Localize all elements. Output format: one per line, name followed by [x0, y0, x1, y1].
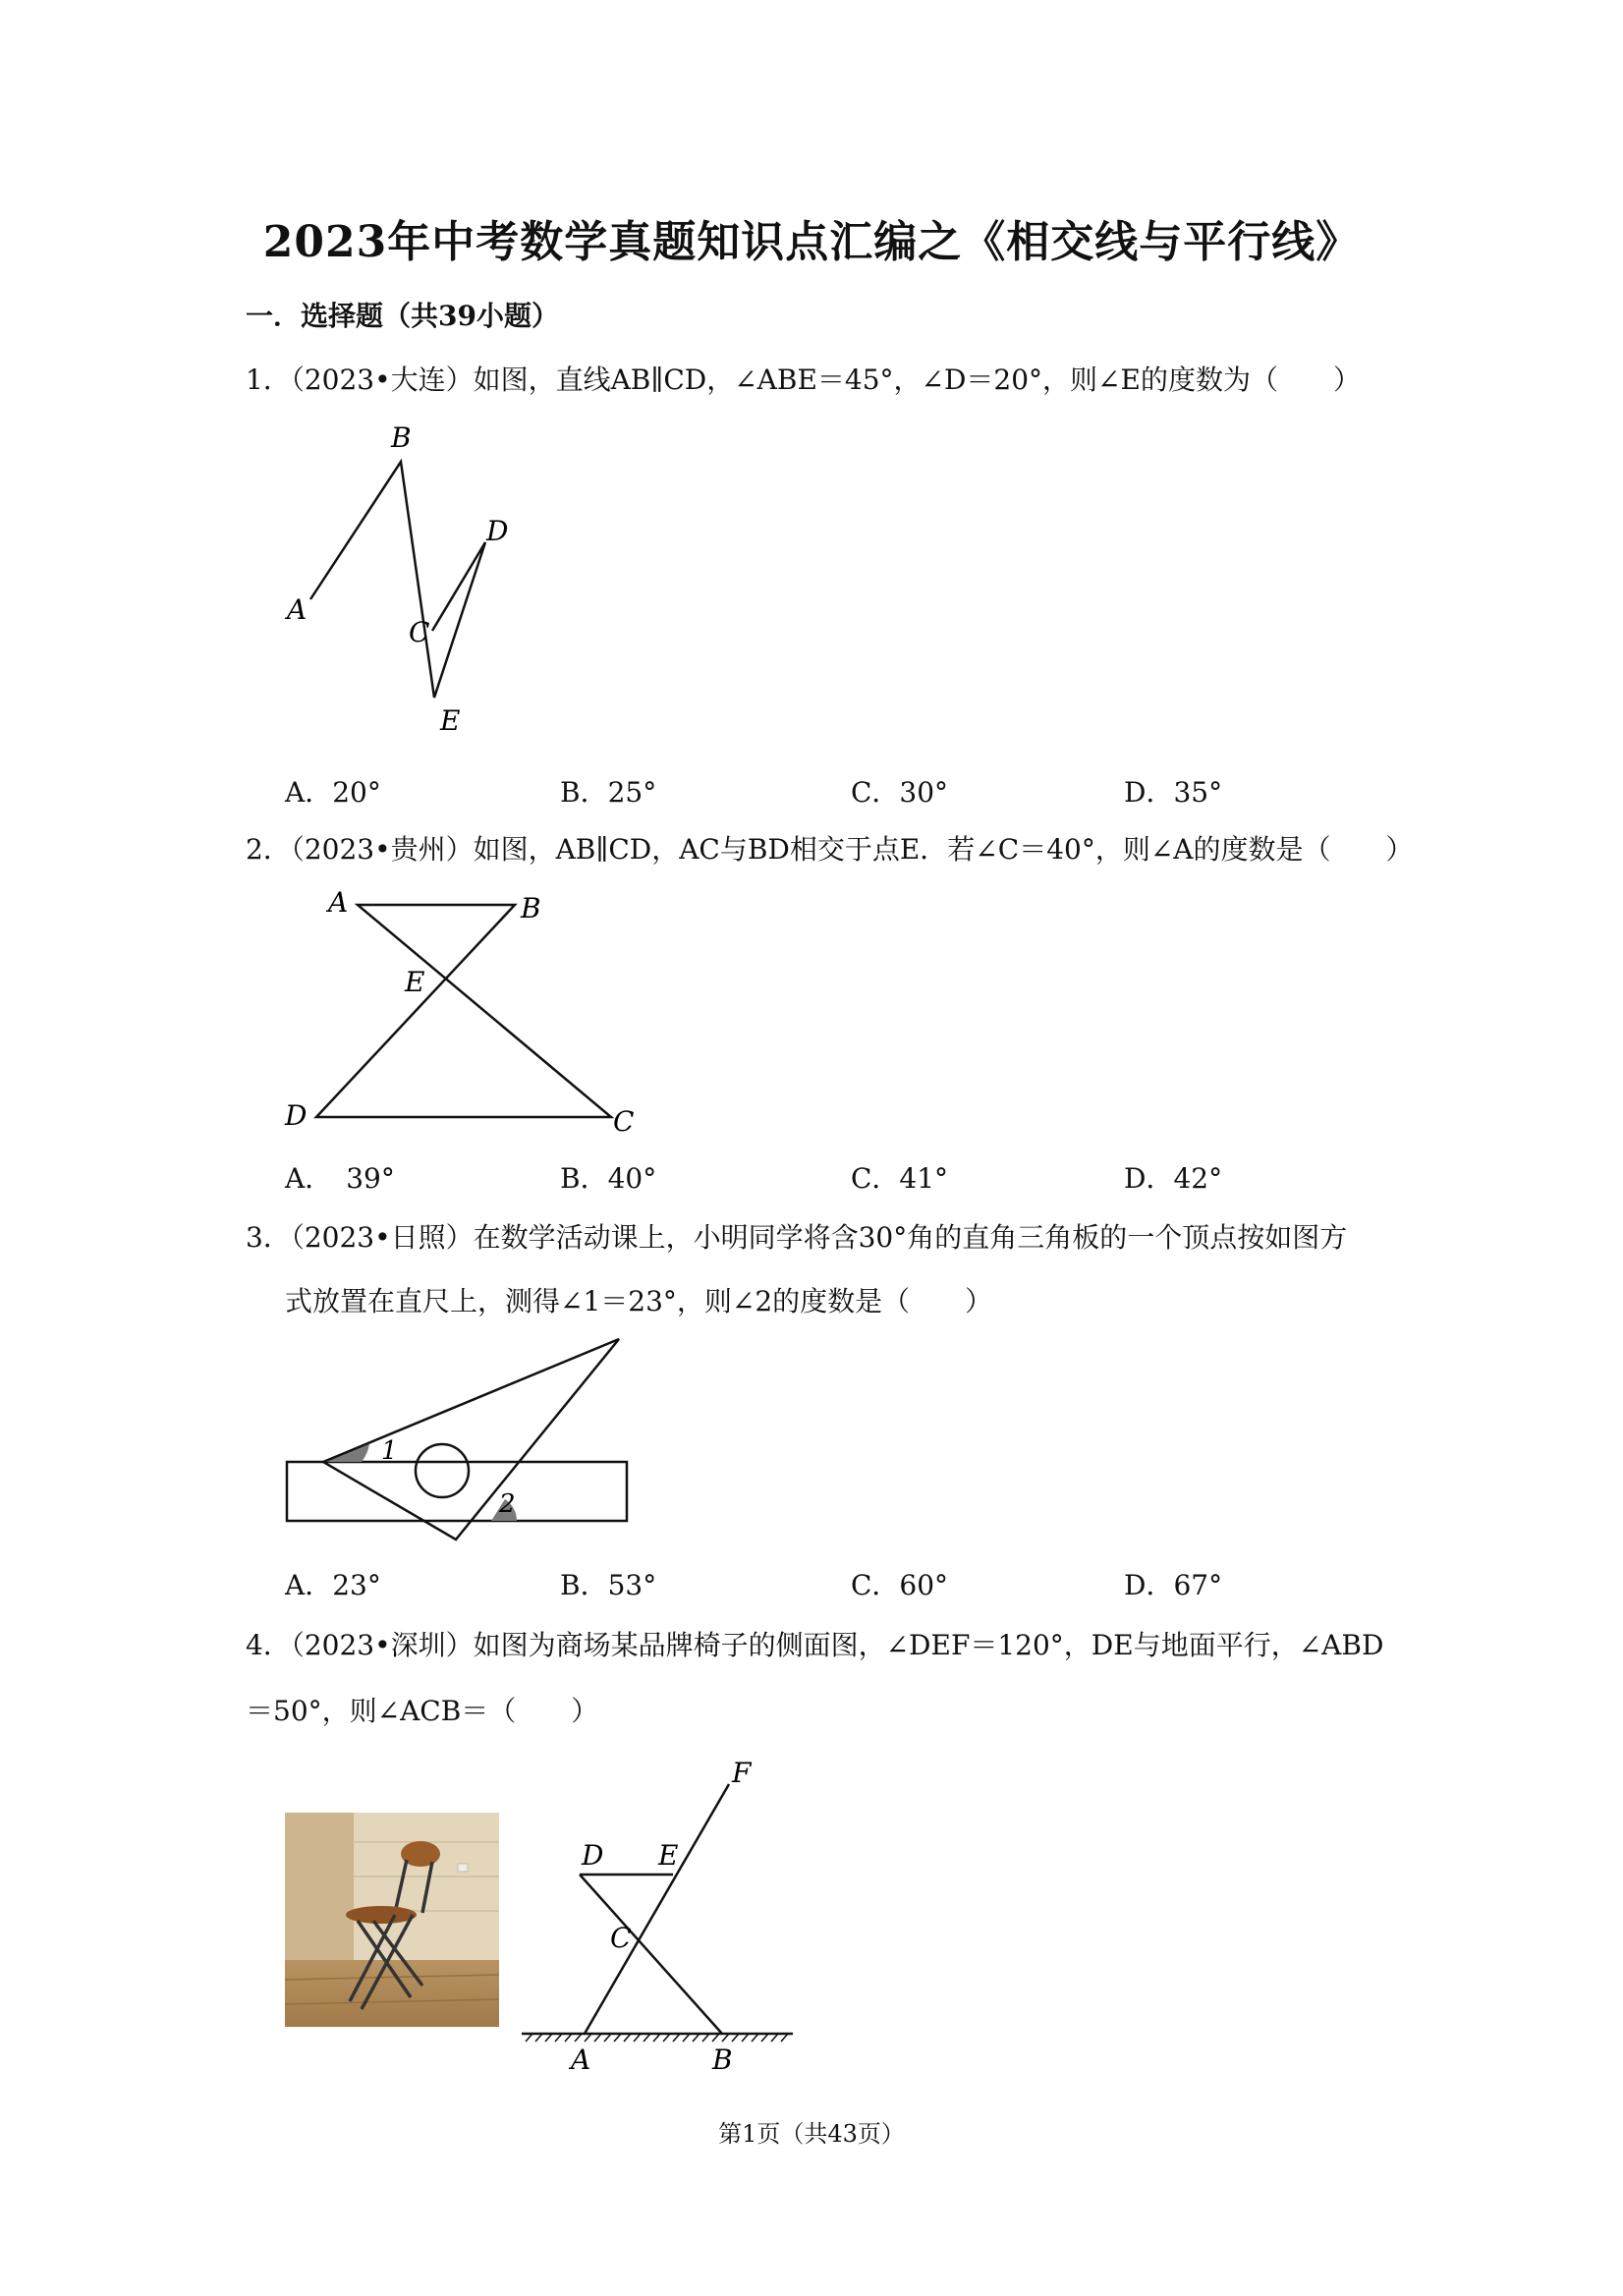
angle-2-label: 2 [499, 1489, 516, 1519]
q2-option-d[interactable]: D．42° [1124, 1162, 1223, 1195]
label-B: B [712, 2044, 733, 2076]
question-4-text-line1: 4．（2023•深圳）如图为商场某品牌椅子的侧面图，∠DEF＝120°，DE与地面平行，∠ABD [246, 1629, 1384, 1661]
label-B: B [391, 422, 412, 454]
page-footer: 第1页（共43页） [718, 2120, 905, 2148]
page-title: 2023年中考数学真题知识点汇编之《相交线与平行线》 [262, 217, 1361, 267]
label-B: B [521, 892, 541, 924]
q1-option-c[interactable]: C．30° [851, 776, 949, 809]
label-E: E [658, 1839, 679, 1872]
question-2-text: 2．（2023•贵州）如图，AB∥CD，AC与BD相交于点E．若∠C＝40°，则∠A的度数是（ ） [246, 833, 1414, 866]
q3-option-c[interactable]: C．60° [851, 1569, 949, 1601]
label-D: D [486, 515, 509, 547]
label-C: C [610, 1922, 632, 1954]
q1-option-d[interactable]: D．35° [1124, 776, 1223, 809]
question-3-text-line1: 3．（2023•日照）在数学活动课上，小明同学将含30°角的直角三角板的一个顶点按如图方 [246, 1221, 1348, 1254]
label-D: D [285, 1099, 308, 1132]
q2-option-a[interactable]: A． 39° [285, 1162, 395, 1195]
label-C: C [613, 1105, 635, 1138]
label-A: A [287, 593, 308, 626]
angle-1-label: 1 [381, 1436, 398, 1466]
q3-option-d[interactable]: D．67° [1124, 1569, 1223, 1601]
label-E: E [440, 704, 461, 737]
question-2-figure [275, 879, 668, 1154]
question-4-text-line2: ＝50°，则∠ACB＝（ ） [246, 1695, 599, 1727]
question-1-figure [275, 422, 531, 747]
q1-option-a[interactable]: A．20° [285, 776, 381, 809]
q2-option-b[interactable]: B．40° [560, 1162, 657, 1195]
question-3-text-line2: 式放置在直尺上，测得∠1＝23°，则∠2的度数是（ ） [285, 1285, 993, 1317]
question-4-figure [516, 1749, 811, 2083]
label-D: D [582, 1839, 604, 1872]
section-heading: 一．选择题（共39小题） [246, 300, 559, 332]
q3-option-b[interactable]: B．53° [560, 1569, 657, 1601]
label-E: E [405, 966, 425, 998]
label-F: F [732, 1757, 752, 1789]
chair-photo [285, 1813, 499, 2027]
label-A: A [571, 2044, 591, 2076]
question-3-figure [275, 1331, 648, 1547]
question-1-text: 1．（2023•大连）如图，直线AB∥CD，∠ABE＝45°，∠D＝20°，则∠E的度数为（ ） [246, 364, 1361, 396]
q1-option-b[interactable]: B．25° [560, 776, 657, 809]
label-A: A [328, 886, 349, 919]
label-C: C [409, 616, 430, 648]
q2-option-c[interactable]: C．41° [851, 1162, 949, 1195]
q3-option-a[interactable]: A．23° [285, 1569, 381, 1601]
